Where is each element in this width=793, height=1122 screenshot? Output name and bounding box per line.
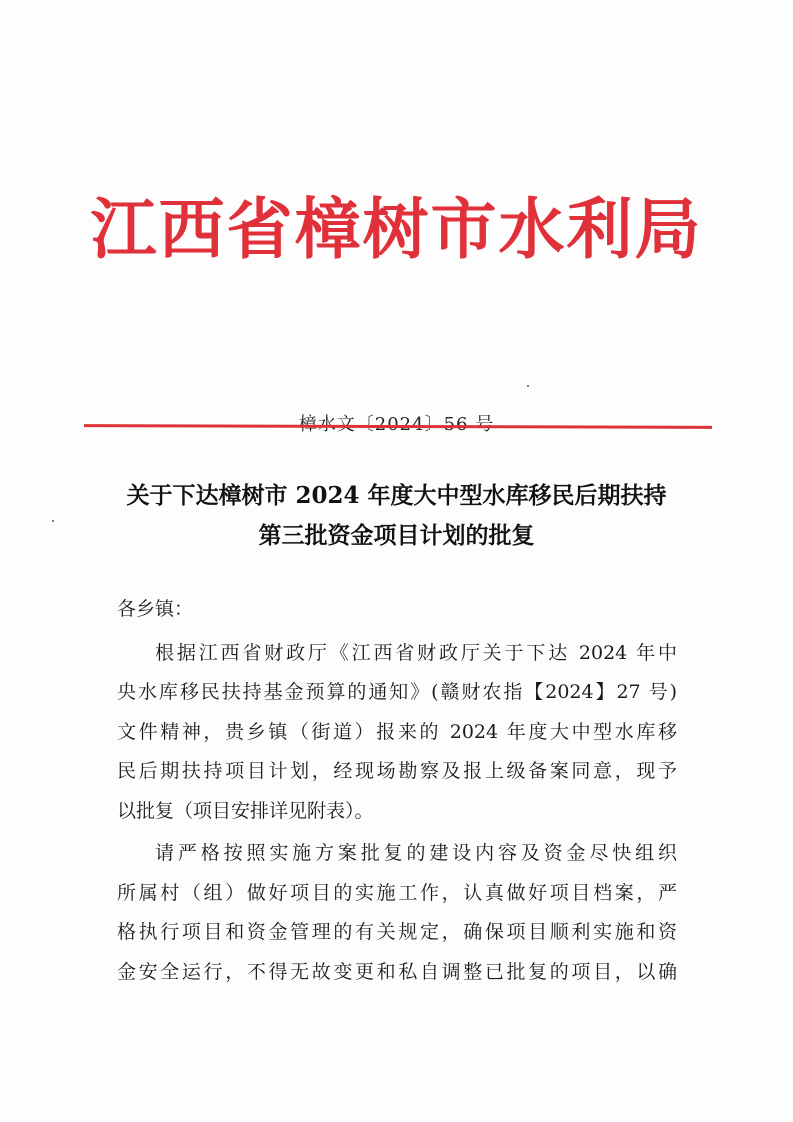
- title-line-2: 第三批资金项目计划的批复: [258, 522, 535, 549]
- paragraph-line: 请严格按照实施方案批复的建设内容及资金尽快组织: [155, 842, 677, 864]
- paragraph-line: 民后期扶持项目计划，经现场勘察及报上级备案同意，现予: [117, 760, 677, 782]
- paragraph-line: 根据江西省财政厅《江西省财政厅关于下达 2024 年中: [155, 641, 677, 664]
- paragraph-2: [117, 834, 677, 992]
- document-number: [0, 410, 793, 436]
- agency-header: 江西省樟树市水利局: [90, 190, 703, 268]
- salutation: 各乡镇：: [117, 598, 194, 620]
- paragraph-line: 以批复（项目安排详见附表）。: [117, 799, 374, 822]
- paragraph-line: 金安全运行，不得无故变更和私自调整已批复的项目，以确: [117, 960, 677, 983]
- paragraph-1: [117, 634, 677, 832]
- document-title: [0, 476, 793, 556]
- paragraph-line: 文件精神，贵乡镇（街道）报来的 2024 年度大中型水库移: [117, 720, 677, 743]
- scan-speck: [52, 520, 54, 522]
- paragraph-line: 格执行项目和资金管理的有关规定，确保项目顺利实施和资: [117, 921, 677, 943]
- title-line-1: 关于下达樟树市 2024 年度大中型水库移民后期扶持: [126, 482, 667, 509]
- paragraph-line: 央水库移民扶持基金预算的通知》(赣财农指【2024】27 号): [117, 681, 677, 703]
- document-body: [117, 590, 677, 995]
- paragraph-line: 所属村（组）做好项目的实施工作，认真做好项目档案，严: [117, 881, 677, 904]
- scan-speck: [527, 385, 529, 387]
